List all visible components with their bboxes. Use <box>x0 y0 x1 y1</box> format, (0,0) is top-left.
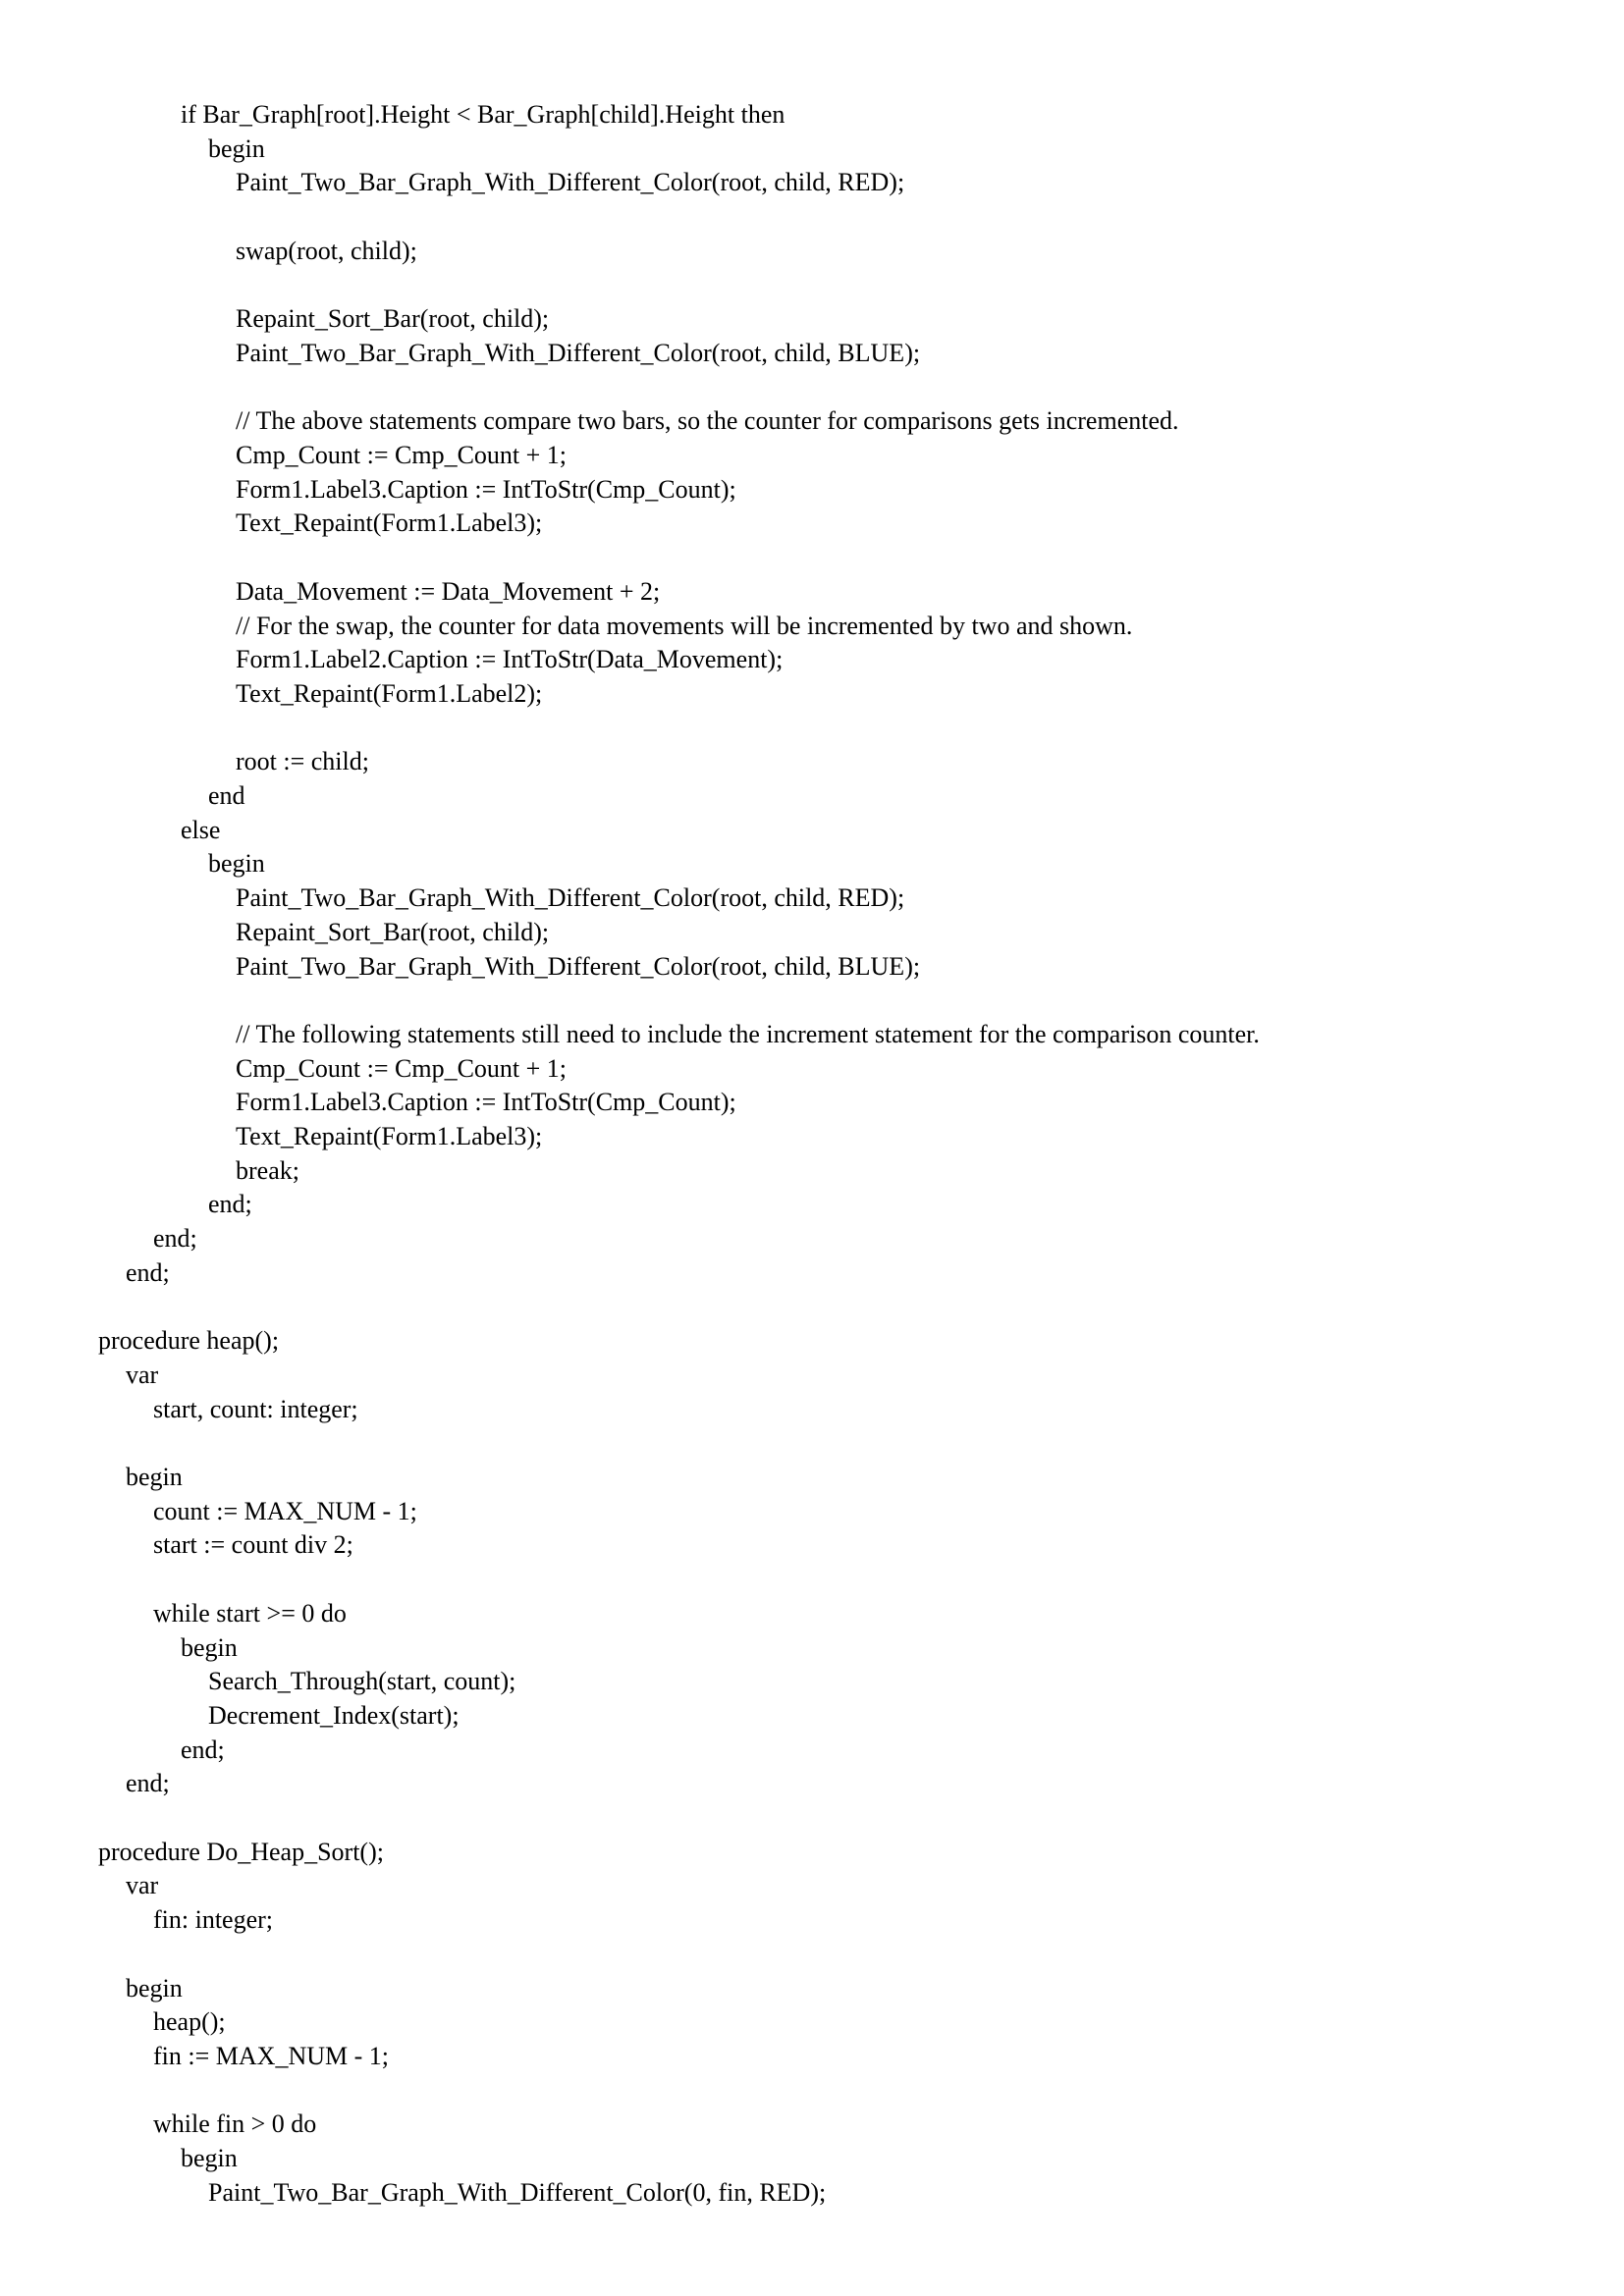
code-line: Paint_Two_Bar_Graph_With_Different_Color(root, child, BLUE); <box>236 339 921 367</box>
code-line: procedure Do_Heap_Sort(); <box>98 1838 384 1866</box>
code-line: Paint_Two_Bar_Graph_With_Different_Color(root, child, RED); <box>236 168 905 196</box>
code-line: end; <box>153 1224 197 1253</box>
code-line: begin <box>126 1463 183 1491</box>
code-line: swap(root, child); <box>236 237 417 265</box>
code-line: procedure heap(); <box>98 1326 280 1355</box>
code-line: end <box>208 781 245 810</box>
code-line: // The following statements still need to include the increment statement for the comparison counter. <box>236 1020 1260 1048</box>
code-line: begin <box>208 849 265 878</box>
code-line: begin <box>181 1633 238 1662</box>
code-line: while fin > 0 do <box>153 2109 317 2138</box>
code-line: start := count div 2; <box>153 1530 353 1559</box>
code-line: Decrement_Index(start); <box>208 1701 460 1730</box>
code-line: fin: integer; <box>153 1905 274 1934</box>
code-line: Form1.Label3.Caption := IntToStr(Cmp_Count); <box>236 1088 736 1116</box>
code-line: Repaint_Sort_Bar(root, child); <box>236 304 550 333</box>
code-line: Cmp_Count := Cmp_Count + 1; <box>236 1054 568 1083</box>
code-line: Search_Through(start, count); <box>208 1667 516 1695</box>
code-line: heap(); <box>153 2007 226 2036</box>
code-line: Data_Movement := Data_Movement + 2; <box>236 577 661 606</box>
code-line: end; <box>208 1190 252 1218</box>
code-line: Text_Repaint(Form1.Label2); <box>236 679 543 708</box>
code-line: var <box>126 1361 159 1389</box>
code-line: Text_Repaint(Form1.Label3); <box>236 508 543 537</box>
code-line: // For the swap, the counter for data movements will be incremented by two and shown. <box>236 612 1133 640</box>
code-line: if Bar_Graph[root].Height < Bar_Graph[child].Height then <box>181 100 785 129</box>
code-line: end; <box>126 1769 170 1797</box>
code-line: begin <box>208 134 265 163</box>
code-line: root := child; <box>236 747 369 775</box>
code-line: begin <box>126 1974 183 2002</box>
code-line: Cmp_Count := Cmp_Count + 1; <box>236 441 568 469</box>
code-line: Form1.Label2.Caption := IntToStr(Data_Movement); <box>236 645 784 673</box>
code-line: Paint_Two_Bar_Graph_With_Different_Color(0, fin, RED); <box>208 2178 827 2207</box>
code-line: else <box>181 816 221 844</box>
code-line: start, count: integer; <box>153 1395 358 1423</box>
code-line: fin := MAX_NUM - 1; <box>153 2042 389 2070</box>
code-line: while start >= 0 do <box>153 1599 347 1628</box>
code-line: Form1.Label3.Caption := IntToStr(Cmp_Count); <box>236 475 736 504</box>
code-line: count := MAX_NUM - 1; <box>153 1497 417 1525</box>
code-line: // The above statements compare two bars, so the counter for comparisons gets incremented. <box>236 406 1179 435</box>
code-line: Paint_Two_Bar_Graph_With_Different_Color(root, child, BLUE); <box>236 952 921 981</box>
code-line: end; <box>181 1735 225 1764</box>
code-line: Repaint_Sort_Bar(root, child); <box>236 918 550 946</box>
code-line: Text_Repaint(Form1.Label3); <box>236 1122 543 1150</box>
code-line: end; <box>126 1258 170 1287</box>
code-line: break; <box>236 1156 299 1185</box>
code-line: var <box>126 1871 159 1899</box>
code-line: begin <box>181 2144 238 2172</box>
code-line: Paint_Two_Bar_Graph_With_Different_Color(root, child, RED); <box>236 883 905 912</box>
